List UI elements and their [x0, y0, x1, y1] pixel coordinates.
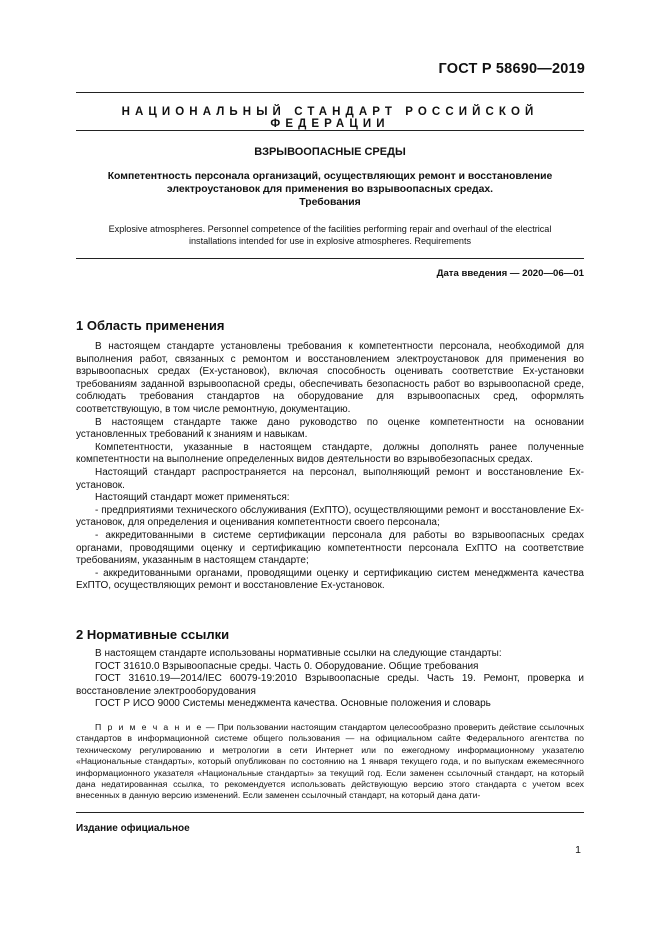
paragraph: Настоящий стандарт распространяется на персонал, выполняющий ремонт и восстановление Ex-установок.: [76, 466, 584, 491]
section-2-body: [76, 648, 584, 711]
date-divider: [76, 258, 584, 259]
main-title: ВЗРЫВООПАСНЫЕ СРЕДЫ: [254, 146, 406, 158]
page-number: 1: [575, 844, 581, 856]
paragraph: В настоящем стандарте также дано руководство по оценке компетентности на основании установленных требований к знаниям и навыкам.: [76, 416, 584, 441]
paragraph: Настоящий стандарт может применяться:: [95, 492, 290, 504]
official-edition-label: Издание официальное: [76, 823, 190, 834]
list-item: - предприятиями технического обслуживания (ExПТО), осуществляющими ремонт и восстановление Ex-установок, для определения и оценивания компетентности своего персонала;: [76, 504, 584, 529]
reference-item: ГОСТ Р ИСО 9000 Системы менеджмента качества. Основные положения и словарь: [95, 698, 491, 710]
note-lead: П р и м е ч а н и е: [95, 722, 203, 732]
note-paragraph: [76, 722, 584, 802]
reference-item: ГОСТ 31610.0 Взрывоопасные среды. Часть 0. Оборудование. Общие требования: [95, 660, 479, 672]
subtitle-line-1: Компетентность персонала организаций, осуществляющих ремонт и восстановление: [107, 171, 553, 182]
paragraph: Компетентности, указанные в настоящем стандарте, должны дополнять ранее полученные компетентности на выполнение определенных видов деятельности во взрывобезопасных средах.: [76, 441, 584, 466]
section-2-title: 2 Нормативные ссылки: [76, 627, 230, 642]
list-item: - аккредитованными органами, проводящими оценку и сертификацию систем менеджмента качества ExПТО, осуществляющих ремонт и восстановление Ex-установок.: [76, 567, 584, 592]
subtitle-line-2: электроустановок для применения во взрывоопасных средах.: [166, 184, 494, 195]
footer-divider: [76, 812, 584, 813]
introduction-date: Дата введения — 2020—06—01: [436, 268, 584, 279]
top-divider: [76, 92, 584, 93]
section-1-body: [76, 341, 584, 593]
standard-title: НАЦИОНАЛЬНЫЙ СТАНДАРТ РОССИЙСКОЙ ФЕДЕРАЦИИ: [121, 106, 539, 130]
paragraph: В настоящем стандарте установлены требования к компетентности персонала, необходимой для выполнения работ, связанных с ремонтом и восстановлением электроустановок для применения во взрывоопасных средах (Ex-установок), включая способность оценивать соответствие Ex-установки требованиям заданной взрывоопасной среды, обеспечивать безопасность работ во взрывоопасной среде, соблюдать требования стандартов на оборудование для взрывоопасных сред, оформлять соответствующую, в том числе ремонтную, документацию.: [76, 341, 584, 415]
english-title-line-1: Explosive atmospheres. Personnel competence of the facilities performing repair and overhaul of the electrical: [108, 224, 552, 234]
document-number: ГОСТ Р 58690—2019: [438, 61, 585, 77]
reference-item: ГОСТ 31610.19—2014/IEC 60079-19:2010 Взрывоопасные среды. Часть 19. Ремонт, проверка и восстановление электрооборудования: [76, 673, 584, 697]
title-divider: [76, 130, 584, 131]
note-block: [76, 722, 584, 802]
subtitle-line-3: Требования: [299, 197, 361, 208]
english-title-line-2: installations intended for use in explosive atmospheres. Requirements: [188, 236, 472, 246]
note-text: — При пользовании настоящим стандартом целесообразно проверить действие ссылочных стандартов в информационной системе общего пользования — на официальном сайте Федерального агентства по техническому регулированию и метрологии в сети Интернет или по ежегодному информационному указателю «Национальные стандарты», который опубликован по состоянию на 1 января текущего года, и по выпускам ежемесячного информационного указателя «Национальные стандарты» за текущий год. Если заменен ссылочный стандарт, на который дана недатированная ссылка, то рекомендуется использовать действующую версию этого стандарта с учетом всех внесенных в данную версию изменений. Если заменен ссылочный стандарт, на который дана дати-: [76, 722, 584, 801]
list-item: - аккредитованными в системе сертификации персонала для работы во взрывоопасных средах органами, проводящими оценку и сертификацию компетентности персонала ExПТО на соответствие требованиям, указанным в настоящем стандарте;: [76, 529, 584, 567]
paragraph: В настоящем стандарте использованы нормативные ссылки на следующие стандарты:: [95, 648, 502, 659]
section-1-title: 1 Область применения: [76, 318, 225, 333]
